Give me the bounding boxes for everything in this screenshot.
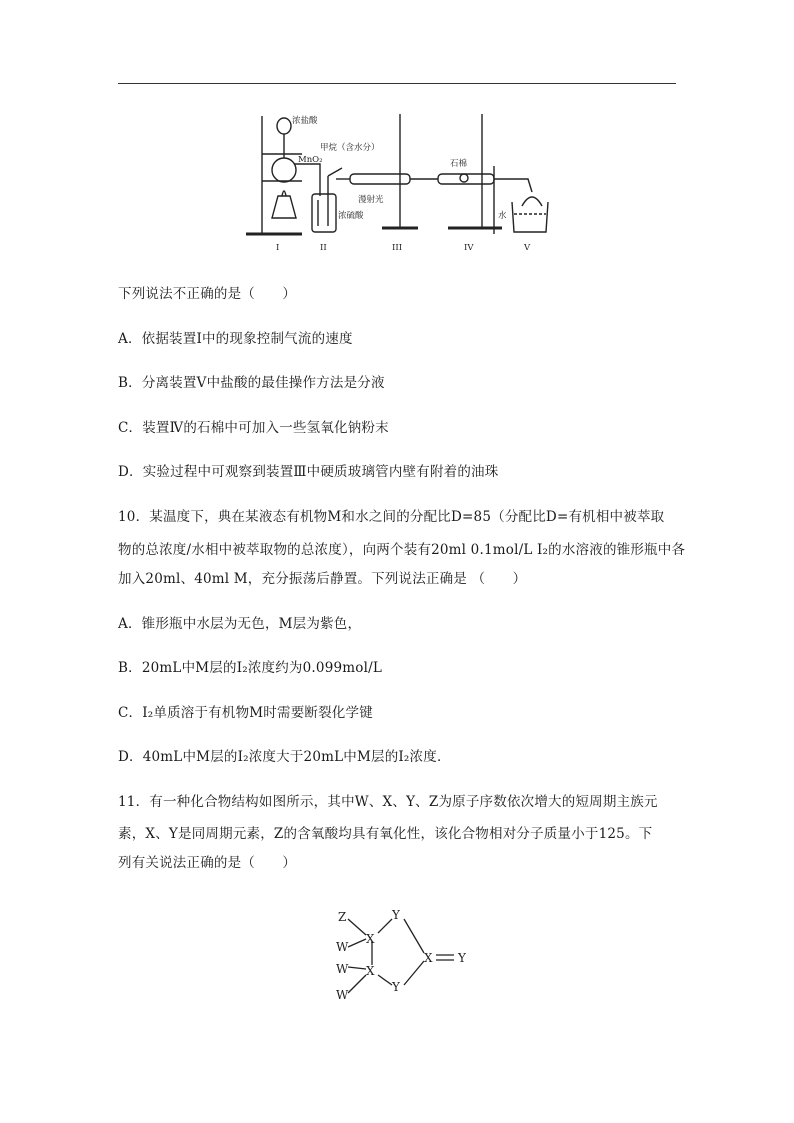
atom-x-1: X [366,932,375,946]
q10-option-c: C．I₂单质溶于有机物M时需要断裂化学键 [118,705,373,721]
atom-x-2: X [366,964,375,978]
q9-stem: 下列说法不正确的是（ ） [118,286,297,302]
q9-option-b: B．分离装置Ⅴ中盐酸的最佳操作方法是分液 [118,375,385,391]
atom-w-1: W [336,940,349,954]
label-water: 水 [498,211,507,221]
apparatus-figure [232,106,562,254]
label-roman-2: II [320,243,327,253]
q11-line-3: 列有关说法正确的是（ ） [118,855,297,871]
label-roman-3: III [392,243,403,253]
q10-line-1: 10．某温度下，典在某液态有机物M和水之间的分配比D=85（分配比D=有机相中被萃取 [118,509,665,525]
label-conc-hcl: 浓盐酸 [292,116,318,126]
label-mno2: MnO₂ [298,155,323,165]
q11-line-1: 11．有一种化合物结构如图所示，其中W、X、Y、Z为原子序数依次增大的短周期主族元 [118,794,658,810]
label-conc-h2so4: 浓硫酸 [338,211,364,221]
q10-line-3: 加入20ml、40ml M，充分振荡后静置。下列说法正确是 （ ） [118,571,527,587]
label-methane: 甲烷（含水分） [320,143,380,153]
atom-w-3: W [336,988,349,1002]
label-roman-5: V [524,243,531,253]
atom-w-2: W [336,962,349,976]
atom-y-2: Y [392,980,400,994]
atom-y-1: Y [392,908,400,922]
q10-option-a: A．锥形瓶中水层为无色，M层为紫色， [118,616,362,632]
atom-z: Z [338,910,347,924]
q11-line-2: 素，X、Y是同周期元素，Z的含氧酸均具有氧化性，该化合物相对分子质量小于125。下 [118,826,653,842]
q9-option-a: A．依据装置Ⅰ中的现象控制气流的速度 [118,331,353,347]
atom-y-3: Y [458,951,466,965]
header-rule [118,83,676,84]
q10-option-b: B．20mL中M层的I₂浓度约为0.099mol/L [118,660,383,676]
q10-line-2: 物的总浓度/水相中被萃取物的总浓度），向两个装有20ml 0.1mol/L I₂的水溶液的锥形瓶中各 [118,542,686,558]
label-diffuse-light: 漫射光 [358,195,384,205]
q10-option-d: D．40mL中M层的I₂浓度大于20mL中M层的I₂浓度． [118,749,451,765]
label-asbestos: 石棉 [450,159,468,169]
label-roman-1: I [276,243,280,253]
label-roman-4: IV [464,243,474,253]
compound-structure [330,905,480,1015]
atom-x-3: X [424,951,433,965]
q9-option-c: C．装置Ⅳ的石棉中可加入一些氢氧化钠粉末 [118,420,389,436]
q9-option-d: D．实验过程中可观察到装置Ⅲ中硬质玻璃管内壁有附着的油珠 [118,464,499,480]
